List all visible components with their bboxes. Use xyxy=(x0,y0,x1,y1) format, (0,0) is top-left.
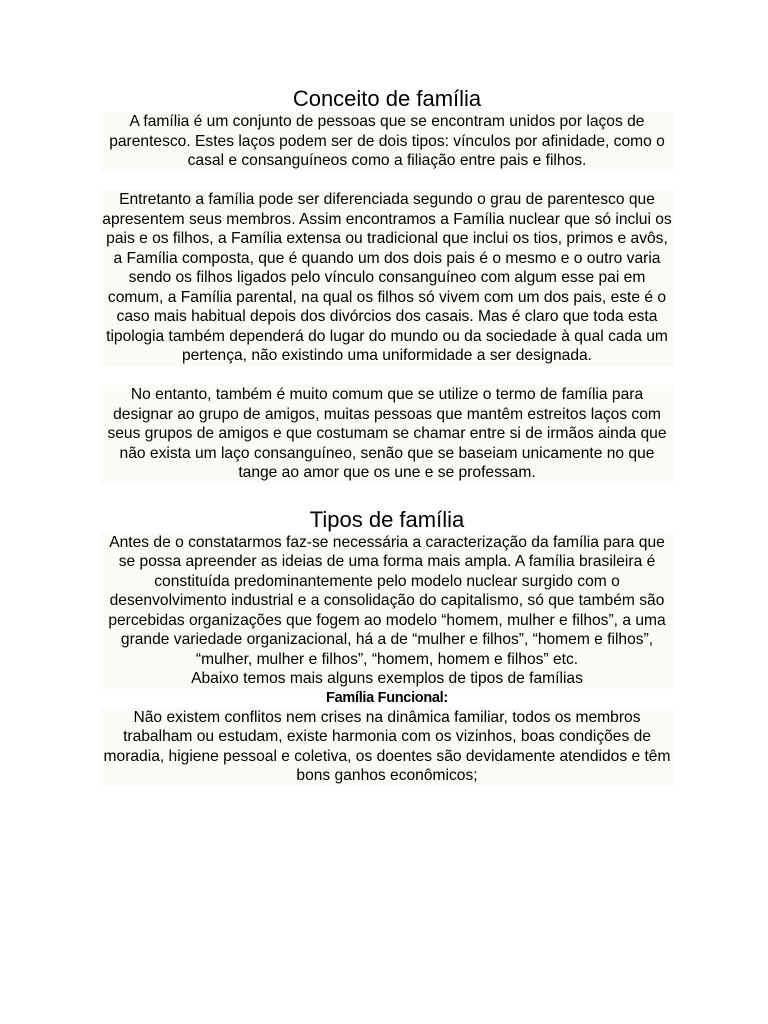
section-title-tipos: Tipos de família xyxy=(309,506,465,532)
paragraph-definition: A família é um conjunto de pessoas que se encontram unidos por laços de parentesco. Estes laços podem ser de dois tipos: vínculos por afinidade, como o casal e consanguíneos como a filiação entre pais e filhos. xyxy=(100,112,674,171)
paragraph-spacer xyxy=(100,366,674,386)
document-body xyxy=(100,86,674,786)
paragraph-brazilian-family: Antes de o constatarmos faz-se necessária a caracterização da família para que se possa apreender as ideias de uma forma mais ampla. A família brasileira é constituída predominantemente pelo modelo nuclear surgido com o desenvolvimento industrial e a consolidação do capitalismo, só que também são percebidas organizações que fogem ao modelo “homem, mulher e filhos”, a uma grande variedade organizacional, há a de “mulher e filhos”, “homem e filhos”, “mulher, mulher e filhos”, “homem, homem e filhos” etc. xyxy=(100,533,674,670)
paragraph-spacer xyxy=(100,171,674,191)
paragraph-functional-family: Não existem conflitos nem crises na dinâmica familiar, todos os membros trabalham ou estudam, existe harmonia com os vizinhos, boas condições de moradia, higiene pessoal e coletiva, os doentes são devidamente atendidos e têm bons ganhos econômicos; xyxy=(100,708,674,786)
paragraph-examples-intro: Abaixo temos mais alguns exemplos de tipos de famílias xyxy=(100,669,674,689)
section-title-conceito: Conceito de família xyxy=(292,86,482,111)
paragraph-friends-as-family: No entanto, também é muito comum que se utilize o termo de família para designar ao grupo de amigos, muitas pessoas que mantêm estreitos laços com seus grupos de amigos e que costumam se chamar entre si de irmãos ainda que não exista um laço consanguíneo, senão que se baseiam unicamente no que tange ao amor que os une e se professam. xyxy=(100,385,674,483)
section-spacer xyxy=(100,483,674,507)
paragraph-family-types-by-kinship: Entretanto a família pode ser diferenciada segundo o grau de parentesco que apresentem seus membros. Assim encontramos a Família nuclear que só inclui os pais e os filhos, a Família extensa ou tradicional que inclui os tios, primos e avôs, a Família composta, que é quando um dos dois pais é o mesmo e o outro varia sendo os filhos ligados pelo vínculo consanguíneo com algum esse pai em comum, a Família parental, na qual os filhos só vivem com um dos pais, este é o caso mais habitual depois dos divórcios dos casais. Mas é claro que toda esta tipologia também dependerá do lugar do mundo ou da sociedade à qual cada um pertença, não existindo uma uniformidade a ser designada. xyxy=(100,190,674,366)
subheading-functional-family: Família Funcional: xyxy=(326,689,448,706)
